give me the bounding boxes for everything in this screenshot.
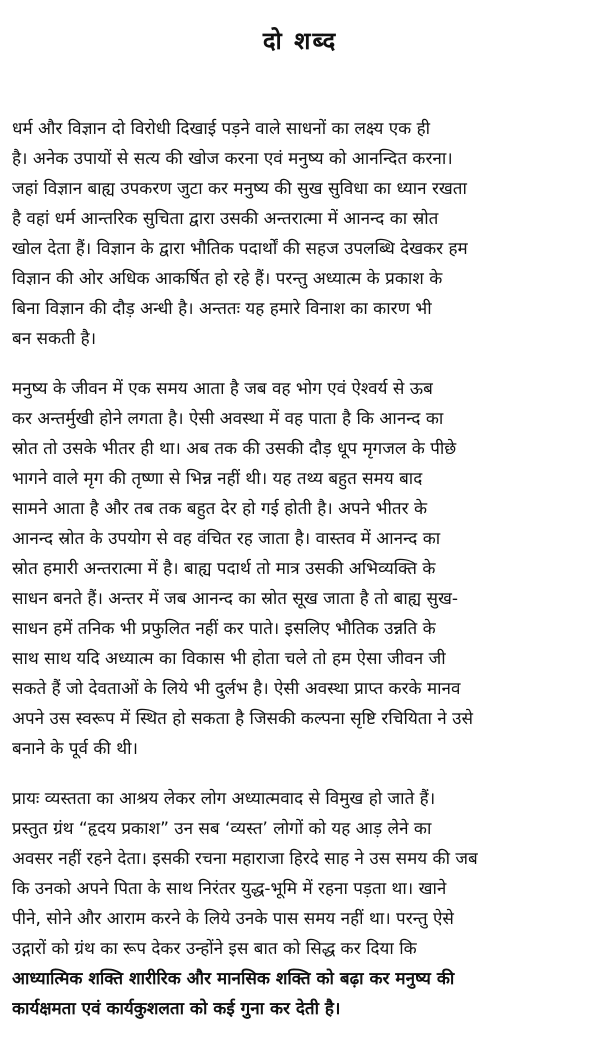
text-line: सामने आता है और तब तक बहुत देर हो गई होती है। अपने भीतर के	[12, 499, 428, 519]
text-line: स्रोत तो उसके भीतर ही था। अब तक की उसकी दौड़ धूप मृगजल के पीछे	[12, 439, 457, 459]
text-line: बनाने के पूर्व की थी।	[12, 739, 138, 759]
text-line: है वहां धर्म आन्तरिक सुचिता द्वारा उसकी अन्तरात्मा में आनन्द का स्रोत	[12, 209, 439, 229]
text-line: कार्यक्षमता एवं कार्यकुशलता को कई गुना कर देती है।	[12, 999, 341, 1019]
text-line: साथ साथ यदि अध्यात्म का विकास भी होता चले तो हम ऐसा जीवन जी	[12, 649, 446, 669]
text-line: मनुष्य के जीवन में एक समय आता है जब वह भोग एवं ऐश्वर्य से ऊब	[12, 379, 433, 399]
text-line: जहां विज्ञान बाह्य उपकरण जुटा कर मनुष्य की सुख सुविधा का ध्यान रखता	[12, 179, 467, 199]
page-title: दो शब्द	[262, 27, 338, 55]
text-line: बिना विज्ञान की दौड़ अन्धी है। अन्ततः यह हमारे विनाश का कारण भी	[12, 299, 432, 319]
text-line: प्रस्तुत ग्रंथ “हृदय प्रकाश” उन सब ‘व्यस्त’ लोगों को यह आड़ लेने का	[12, 819, 432, 839]
text-line: खोल देता हैं। विज्ञान के द्वारा भौतिक पदार्थों की सहज उपलब्धि देखकर हम	[12, 239, 468, 259]
paragraph-3	[12, 784, 592, 1024]
paragraph-2	[12, 374, 592, 764]
text-line: अवसर नहीं रहने देता। इसकी रचना महाराजा हिरदे साह ने उस समय की जब	[12, 849, 478, 869]
text-line: स्रोत हमारी अन्तरात्मा में है। बाह्य पदार्थ तो मात्र उसकी अभिव्यक्ति के	[12, 559, 436, 579]
text-line: आनन्द स्रोत के उपयोग से वह वंचित रह जाता है। वास्तव में आनन्द का	[12, 529, 441, 549]
text-line: साधन हमें तनिक भी प्रफुलित नहीं कर पाते। इसलिए भौतिक उन्नति के	[12, 619, 436, 639]
text-line: विज्ञान की ओर अधिक आकर्षित हो रहे हैं। परन्तु अध्यात्म के प्रकाश के	[12, 269, 443, 289]
text-line: अपने उस स्वरूप में स्थित हो सकता है जिसकी कल्पना सृष्टि रचियिता ने उसे	[12, 709, 473, 729]
text-line: सकते हैं जो देवताओं के लिये भी दुर्लभ है। ऐसी अवस्था प्राप्त करके मानव	[12, 679, 461, 699]
text-line: भागने वाले मृग की तृष्णा से भिन्न नहीं थी। यह तथ्य बहुत समय बाद	[12, 469, 423, 489]
paragraph-1	[12, 114, 592, 354]
text-line: प्रायः व्यस्तता का आश्रय लेकर लोग अध्यात्मवाद से विमुख हो जाते हैं।	[12, 789, 436, 809]
text-line: उद्गारों को ग्रंथ का रूप देकर उन्होंने इस बात को सिद्ध कर दिया कि	[12, 939, 417, 959]
text-line: कर अन्तर्मुखी होने लगता है। ऐसी अवस्था में वह पाता है कि आनन्द का	[12, 409, 444, 429]
text-line: पीने, सोने और आराम करने के लिये उनके पास समय नहीं था। परन्तु ऐसे	[12, 909, 454, 929]
text-line: साधन बनते हैं। अन्तर में जब आनन्द का स्रोत सूख जाता है तो बाह्य सुख-	[12, 589, 459, 609]
text-line: है। अनेक उपायों से सत्य की खोज करना एवं मनुष्य को आनन्दित करना।	[12, 149, 453, 169]
text-line: बन सकती है।	[12, 329, 97, 349]
text-line: धर्म और विज्ञान दो विरोधी दिखाई पड़ने वाले साधनों का लक्ष्य एक ही	[12, 119, 431, 139]
text-line: आध्यात्मिक शक्ति शारीरिक और मानसिक शक्ति को बढ़ा कर मनुष्य की	[12, 969, 455, 989]
text-line: कि उनको अपने पिता के साथ निरंतर युद्ध-भूमि में रहना पड़ता था। खाने	[12, 879, 447, 899]
